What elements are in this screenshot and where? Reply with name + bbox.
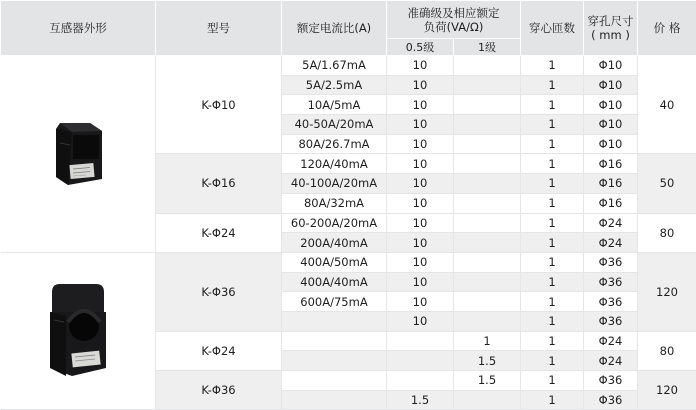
c1-cell bbox=[454, 213, 521, 233]
c1-cell bbox=[454, 252, 521, 272]
c05-cell: 10 bbox=[387, 311, 454, 331]
c1-cell bbox=[454, 56, 521, 76]
c05-cell bbox=[387, 331, 454, 351]
table-row bbox=[1, 252, 696, 272]
c05-cell: 10 bbox=[387, 213, 454, 233]
table-row bbox=[1, 56, 696, 76]
header-hole-size bbox=[584, 1, 638, 56]
c05-cell: 10 bbox=[387, 95, 454, 115]
header-accuracy-line1: 准确级及相应额定 bbox=[387, 6, 520, 20]
model-cell: K-Φ24 bbox=[156, 213, 282, 252]
price-cell: 80 bbox=[638, 213, 696, 252]
hole-cell: Φ10 bbox=[584, 134, 638, 154]
turns-cell: 1 bbox=[521, 311, 584, 331]
ratio-cell: 5A/1.67mA bbox=[282, 56, 387, 76]
model-cell: K-Φ16 bbox=[156, 154, 282, 213]
turns-cell: 1 bbox=[521, 351, 584, 371]
c05-cell: 10 bbox=[387, 252, 454, 272]
c1-cell bbox=[454, 134, 521, 154]
c05-cell bbox=[387, 351, 454, 371]
turns-cell: 1 bbox=[521, 56, 584, 76]
hole-cell: Φ24 bbox=[584, 351, 638, 371]
hole-cell: Φ36 bbox=[584, 371, 638, 391]
c05-cell: 10 bbox=[387, 154, 454, 174]
c05-cell: 10 bbox=[387, 292, 454, 312]
turns-cell: 1 bbox=[521, 95, 584, 115]
price-cell: 120 bbox=[638, 252, 696, 331]
hole-cell: Φ16 bbox=[584, 193, 638, 213]
header-hole-line2: ( mm ) bbox=[584, 28, 637, 42]
turns-cell: 1 bbox=[521, 331, 584, 351]
c1-cell bbox=[454, 233, 521, 253]
ratio-cell bbox=[282, 371, 387, 391]
turns-cell: 1 bbox=[521, 134, 584, 154]
turns-cell: 1 bbox=[521, 75, 584, 95]
turns-cell: 1 bbox=[521, 371, 584, 391]
turns-cell: 1 bbox=[521, 115, 584, 135]
hole-cell: Φ36 bbox=[584, 292, 638, 312]
turns-cell: 1 bbox=[521, 233, 584, 253]
appearance-cell-small bbox=[1, 56, 156, 253]
c1-cell bbox=[454, 272, 521, 292]
ratio-cell: 40-100A/20mA bbox=[282, 174, 387, 194]
turns-cell: 1 bbox=[521, 390, 584, 410]
c1-cell bbox=[454, 154, 521, 174]
c05-cell: 10 bbox=[387, 233, 454, 253]
c05-cell: 10 bbox=[387, 134, 454, 154]
ratio-cell: 200A/40mA bbox=[282, 233, 387, 253]
ratio-cell: 10A/5mA bbox=[282, 95, 387, 115]
c1-cell bbox=[454, 95, 521, 115]
hole-cell: Φ24 bbox=[584, 331, 638, 351]
header-hole-line1: 穿孔尺寸 bbox=[584, 14, 637, 28]
c1-cell bbox=[454, 174, 521, 194]
header-appearance: 互感器外形 bbox=[1, 1, 156, 56]
ratio-cell bbox=[282, 351, 387, 371]
header-ratio: 额定电流比(A) bbox=[282, 1, 387, 56]
c05-cell: 10 bbox=[387, 174, 454, 194]
model-cell: K-Φ10 bbox=[156, 56, 282, 154]
ratio-cell: 600A/75mA bbox=[282, 292, 387, 312]
c1-cell bbox=[454, 292, 521, 312]
model-cell: K-Φ36 bbox=[156, 371, 282, 410]
hole-cell: Φ16 bbox=[584, 174, 638, 194]
ratio-cell: 60-200A/20mA bbox=[282, 213, 387, 233]
c05-cell: 10 bbox=[387, 193, 454, 213]
hole-cell: Φ36 bbox=[584, 252, 638, 272]
c1-cell bbox=[454, 390, 521, 410]
hole-cell: Φ24 bbox=[584, 233, 638, 253]
turns-cell: 1 bbox=[521, 213, 584, 233]
c1-cell bbox=[454, 311, 521, 331]
c1-cell bbox=[454, 193, 521, 213]
hole-cell: Φ10 bbox=[584, 56, 638, 76]
price-cell: 80 bbox=[638, 331, 696, 370]
hole-cell: Φ10 bbox=[584, 95, 638, 115]
hole-cell: Φ10 bbox=[584, 115, 638, 135]
ratio-cell: 80A/32mA bbox=[282, 193, 387, 213]
model-cell: K-Φ24 bbox=[156, 331, 282, 370]
c05-cell bbox=[387, 371, 454, 391]
turns-cell: 1 bbox=[521, 252, 584, 272]
price-cell: 40 bbox=[638, 56, 696, 154]
ratio-cell: 400A/40mA bbox=[282, 272, 387, 292]
ratio-cell bbox=[282, 331, 387, 351]
turns-cell: 1 bbox=[521, 193, 584, 213]
price-cell: 50 bbox=[638, 154, 696, 213]
c1-cell: 1.5 bbox=[454, 351, 521, 371]
header-price: 价 格 bbox=[638, 1, 696, 56]
header-accuracy-line2: 负荷(VA/Ω) bbox=[387, 20, 520, 34]
c05-cell: 10 bbox=[387, 56, 454, 76]
hole-cell: Φ16 bbox=[584, 154, 638, 174]
header-class-05: 0.5级 bbox=[387, 39, 454, 56]
c05-cell: 10 bbox=[387, 115, 454, 135]
c1-cell bbox=[454, 75, 521, 95]
hole-cell: Φ24 bbox=[584, 213, 638, 233]
ratio-cell bbox=[282, 390, 387, 410]
appearance-cell-large bbox=[1, 252, 156, 410]
header-turns: 穿心匝数 bbox=[521, 1, 584, 56]
current-transformer-large-image bbox=[42, 282, 114, 380]
current-transformer-small-image bbox=[46, 119, 110, 189]
table-body bbox=[1, 56, 696, 410]
hole-cell: Φ36 bbox=[584, 311, 638, 331]
ratio-cell: 80A/26.7mA bbox=[282, 134, 387, 154]
model-cell: K-Φ36 bbox=[156, 252, 282, 331]
c1-cell bbox=[454, 115, 521, 135]
turns-cell: 1 bbox=[521, 174, 584, 194]
header-accuracy bbox=[387, 1, 521, 39]
turns-cell: 1 bbox=[521, 154, 584, 174]
c1-cell: 1.5 bbox=[454, 371, 521, 391]
ratio-cell: 40-50A/20mA bbox=[282, 115, 387, 135]
ratio-cell: 400A/50mA bbox=[282, 252, 387, 272]
hole-cell: Φ36 bbox=[584, 272, 638, 292]
turns-cell: 1 bbox=[521, 292, 584, 312]
price-cell: 120 bbox=[638, 371, 696, 410]
c1-cell: 1 bbox=[454, 331, 521, 351]
ratio-cell: 5A/2.5mA bbox=[282, 75, 387, 95]
c05-cell: 10 bbox=[387, 75, 454, 95]
hole-cell: Φ10 bbox=[584, 75, 638, 95]
ratio-cell bbox=[282, 311, 387, 331]
turns-cell: 1 bbox=[521, 272, 584, 292]
header-class-1: 1级 bbox=[454, 39, 521, 56]
c05-cell: 1.5 bbox=[387, 390, 454, 410]
table-header bbox=[1, 1, 696, 56]
hole-cell: Φ36 bbox=[584, 390, 638, 410]
header-model: 型号 bbox=[156, 1, 282, 56]
c05-cell: 10 bbox=[387, 272, 454, 292]
ratio-cell: 120A/40mA bbox=[282, 154, 387, 174]
